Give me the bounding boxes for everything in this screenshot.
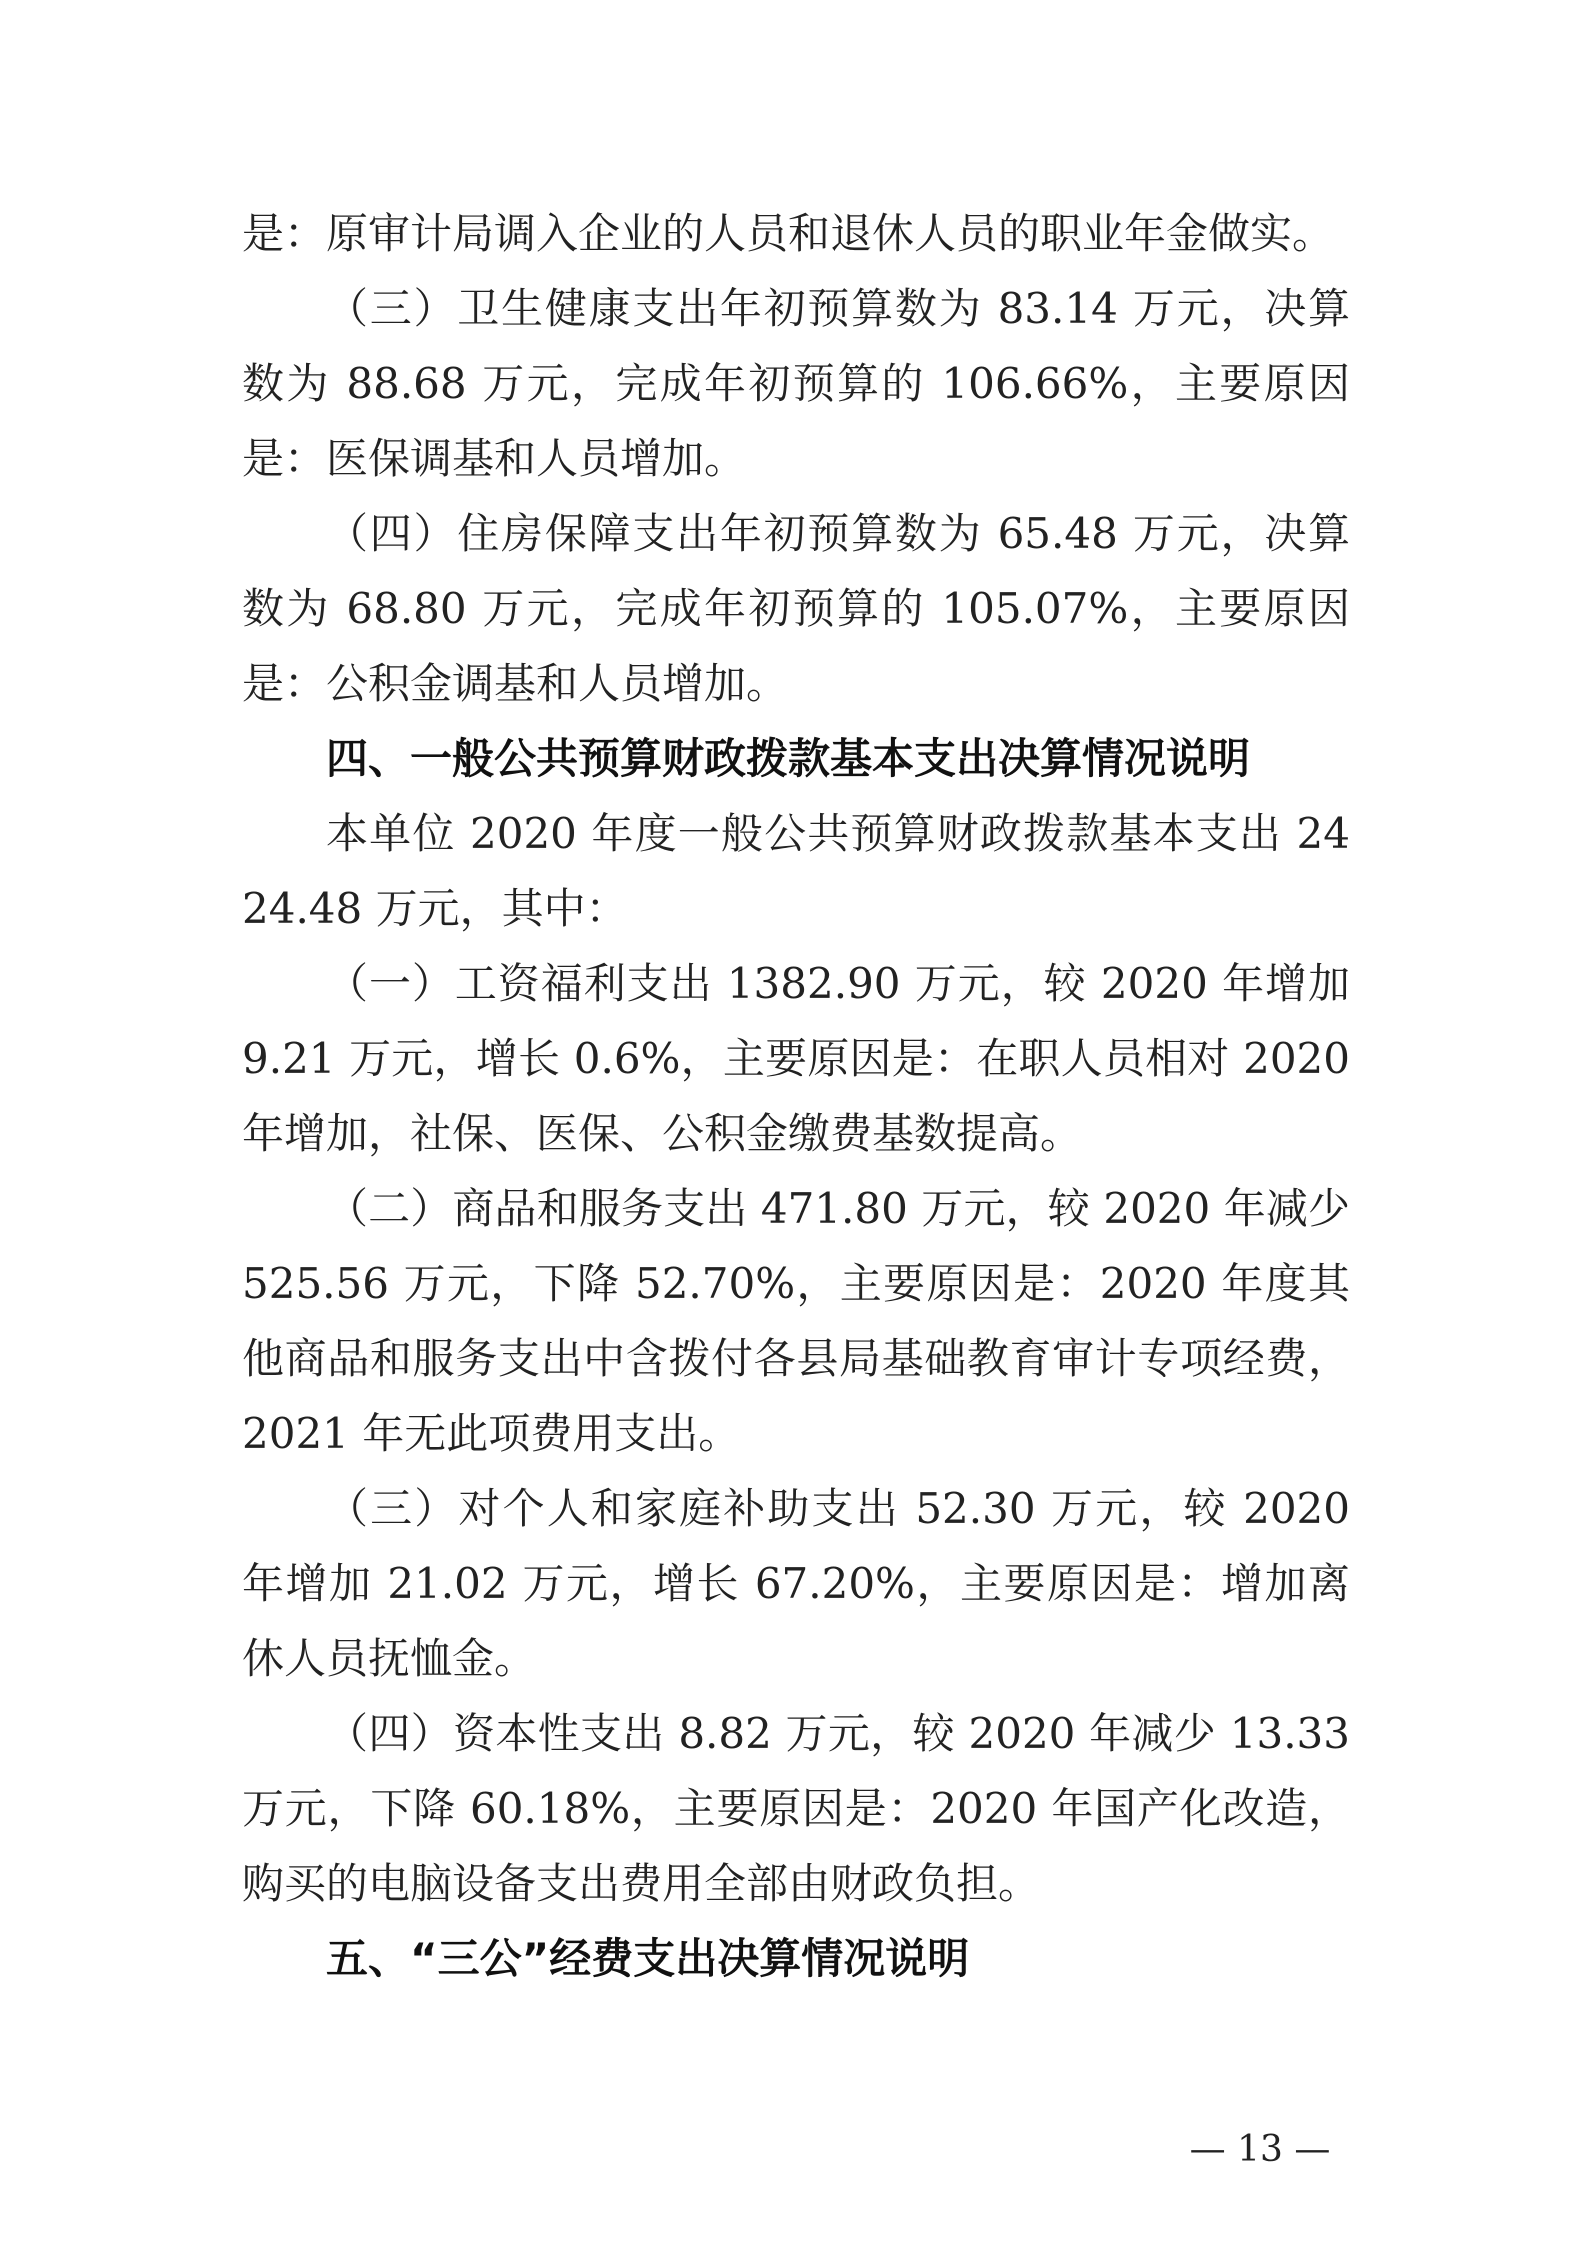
paragraph-basic-expenditure-total: 本单位 2020 年度一般公共预算财政拨款基本支出 2424.48 万元，其中： [242, 809, 1350, 933]
paragraph-health-expenditure: （三）卫生健康支出年初预算数为 83.14 万元，决算数为 88.68 万元，完成年初预算的 106.66%，主要原因是：医保调基和人员增加。 [242, 284, 1350, 483]
paragraph-personal-family-subsidy: （三）对个人和家庭补助支出 52.30 万元，较 2020 年增加 21.02 万元，增长 67.20%，主要原因是：增加离休人员抚恤金。 [242, 1484, 1350, 1683]
page-number: — 13 — [1189, 2129, 1331, 2170]
paragraph-goods-services: （二）商品和服务支出 471.80 万元，较 2020 年减少 525.56 万元，下降 52.70%，主要原因是：2020 年度其他商品和服务支出中含拨付各县局基础教育审计专项经费，2021 年无此项费用支出。 [242, 1184, 1350, 1458]
document-body [242, 196, 1350, 1996]
paragraph-capital-expenditure: （四）资本性支出 8.82 万元，较 2020 年减少 13.33 万元，下降 60.18%，主要原因是：2020 年国产化改造，购买的电脑设备支出费用全部由财政负担。 [242, 1709, 1350, 1908]
section-heading-basic-expenditure: 四、一般公共预算财政拨款基本支出决算情况说明 [326, 734, 1251, 783]
section-heading-three-public: 五、“三公”经费支出决算情况说明 [326, 1934, 970, 1983]
paragraph-wages-welfare: （一）工资福利支出 1382.90 万元，较 2020 年增加 9.21 万元，增长 0.6%，主要原因是：在职人员相对 2020 年增加，社保、医保、公积金缴费基数提高。 [242, 959, 1350, 1158]
paragraph-continuation: 是：原审计局调入企业的人员和退休人员的职业年金做实。 [242, 209, 1335, 258]
paragraph-housing-expenditure: （四）住房保障支出年初预算数为 65.48 万元，决算数为 68.80 万元，完成年初预算的 105.07%，主要原因是：公积金调基和人员增加。 [242, 509, 1350, 708]
